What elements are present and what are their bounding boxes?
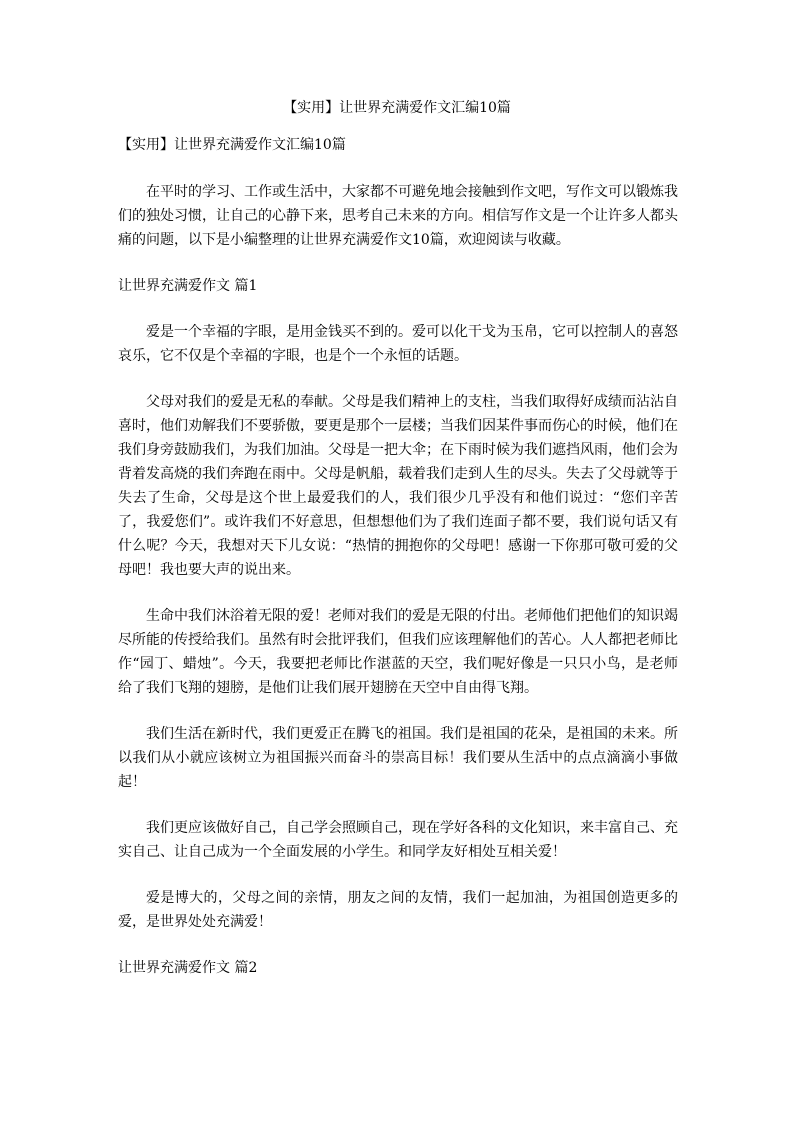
document-body [118, 180, 678, 1002]
body-paragraph: 爱是一个幸福的字眼，是用金钱买不到的。爱可以化干戈为玉帛，它可以控制人的喜怒哀乐，它不仅是个幸福的字眼，也是个一个永恒的话题。 [118, 324, 678, 364]
document-title: 【实用】让世界充满爱作文汇编10篇 [283, 100, 511, 116]
section-heading: 让世界充满爱作文 篇2 [118, 960, 258, 976]
body-paragraph: 我们生活在新时代，我们更爱正在腾飞的祖国。我们是祖国的花朵，是祖国的未来。所以我们从小就应该树立为祖国振兴而奋斗的崇高目标！我们要从生活中的点点滴滴小事做起！ [118, 726, 678, 790]
section-heading: 让世界充满爱作文 篇1 [118, 278, 258, 294]
body-paragraph: 生命中我们沐浴着无限的爱！老师对我们的爱是无限的付出。老师他们把他们的知识竭尽所能的传授给我们。虽然有时会批评我们，但我们应该理解他们的苦心。人人都把老师比作“园丁、蜡烛”。今天，我要把老师比作湛蓝的天空，我们呢好像是一只只小鸟，是老师给了我们飞翔的翅膀，是他们让我们展开翅膀在天空中自由得飞翔。 [118, 608, 678, 696]
body-paragraph: 父母对我们的爱是无私的奉献。父母是我们精神上的支柱，当我们取得好成绩而沾沾自喜时，他们劝解我们不要骄傲，要更是那个一层楼；当我们因某件事而伤心的时候，他们在我们身旁鼓励我们，为我们加油。父母是一把大伞；在下雨时候为我们遮挡风雨，他们会为背着发高烧的我们奔跑在雨中。父母是帆船，载着我们走到人生的尽头。失去了父母就等于失去了生命，父母是这个世上最爱我们的人，我们很少几乎没有和他们说过：“您们辛苦了，我爱您们”。或许我们不好意思，但想想他们为了我们连面子都不要，我们说句话又有什么呢？今天，我想对天下儿女说：“热情的拥抱你的父母吧！感谢一下你那可敬可爱的父母吧！我也要大声的说出来。 [118, 394, 678, 578]
document-subtitle: 【实用】让世界充满爱作文汇编10篇 [118, 137, 346, 153]
intro-paragraph: 在平时的学习、工作或生活中，大家都不可避免地会接触到作文吧，写作文可以锻炼我们的独处习惯，让自己的心静下来，思考自己未来的方向。相信写作文是一个让许多人都头痛的问题，以下是小编整理的让世界充满爱作文10篇，欢迎阅读与收藏。 [118, 184, 678, 248]
body-paragraph: 爱是博大的，父母之间的亲情，朋友之间的友情，我们一起加油，为祖国创造更多的爱，是世界处处充满爱！ [118, 890, 678, 930]
body-paragraph: 我们更应该做好自己，自己学会照顾自己，现在学好各科的文化知识，来丰富自己、充实自己、让自己成为一个全面发展的小学生。和同学友好相处互相关爱！ [118, 820, 678, 860]
